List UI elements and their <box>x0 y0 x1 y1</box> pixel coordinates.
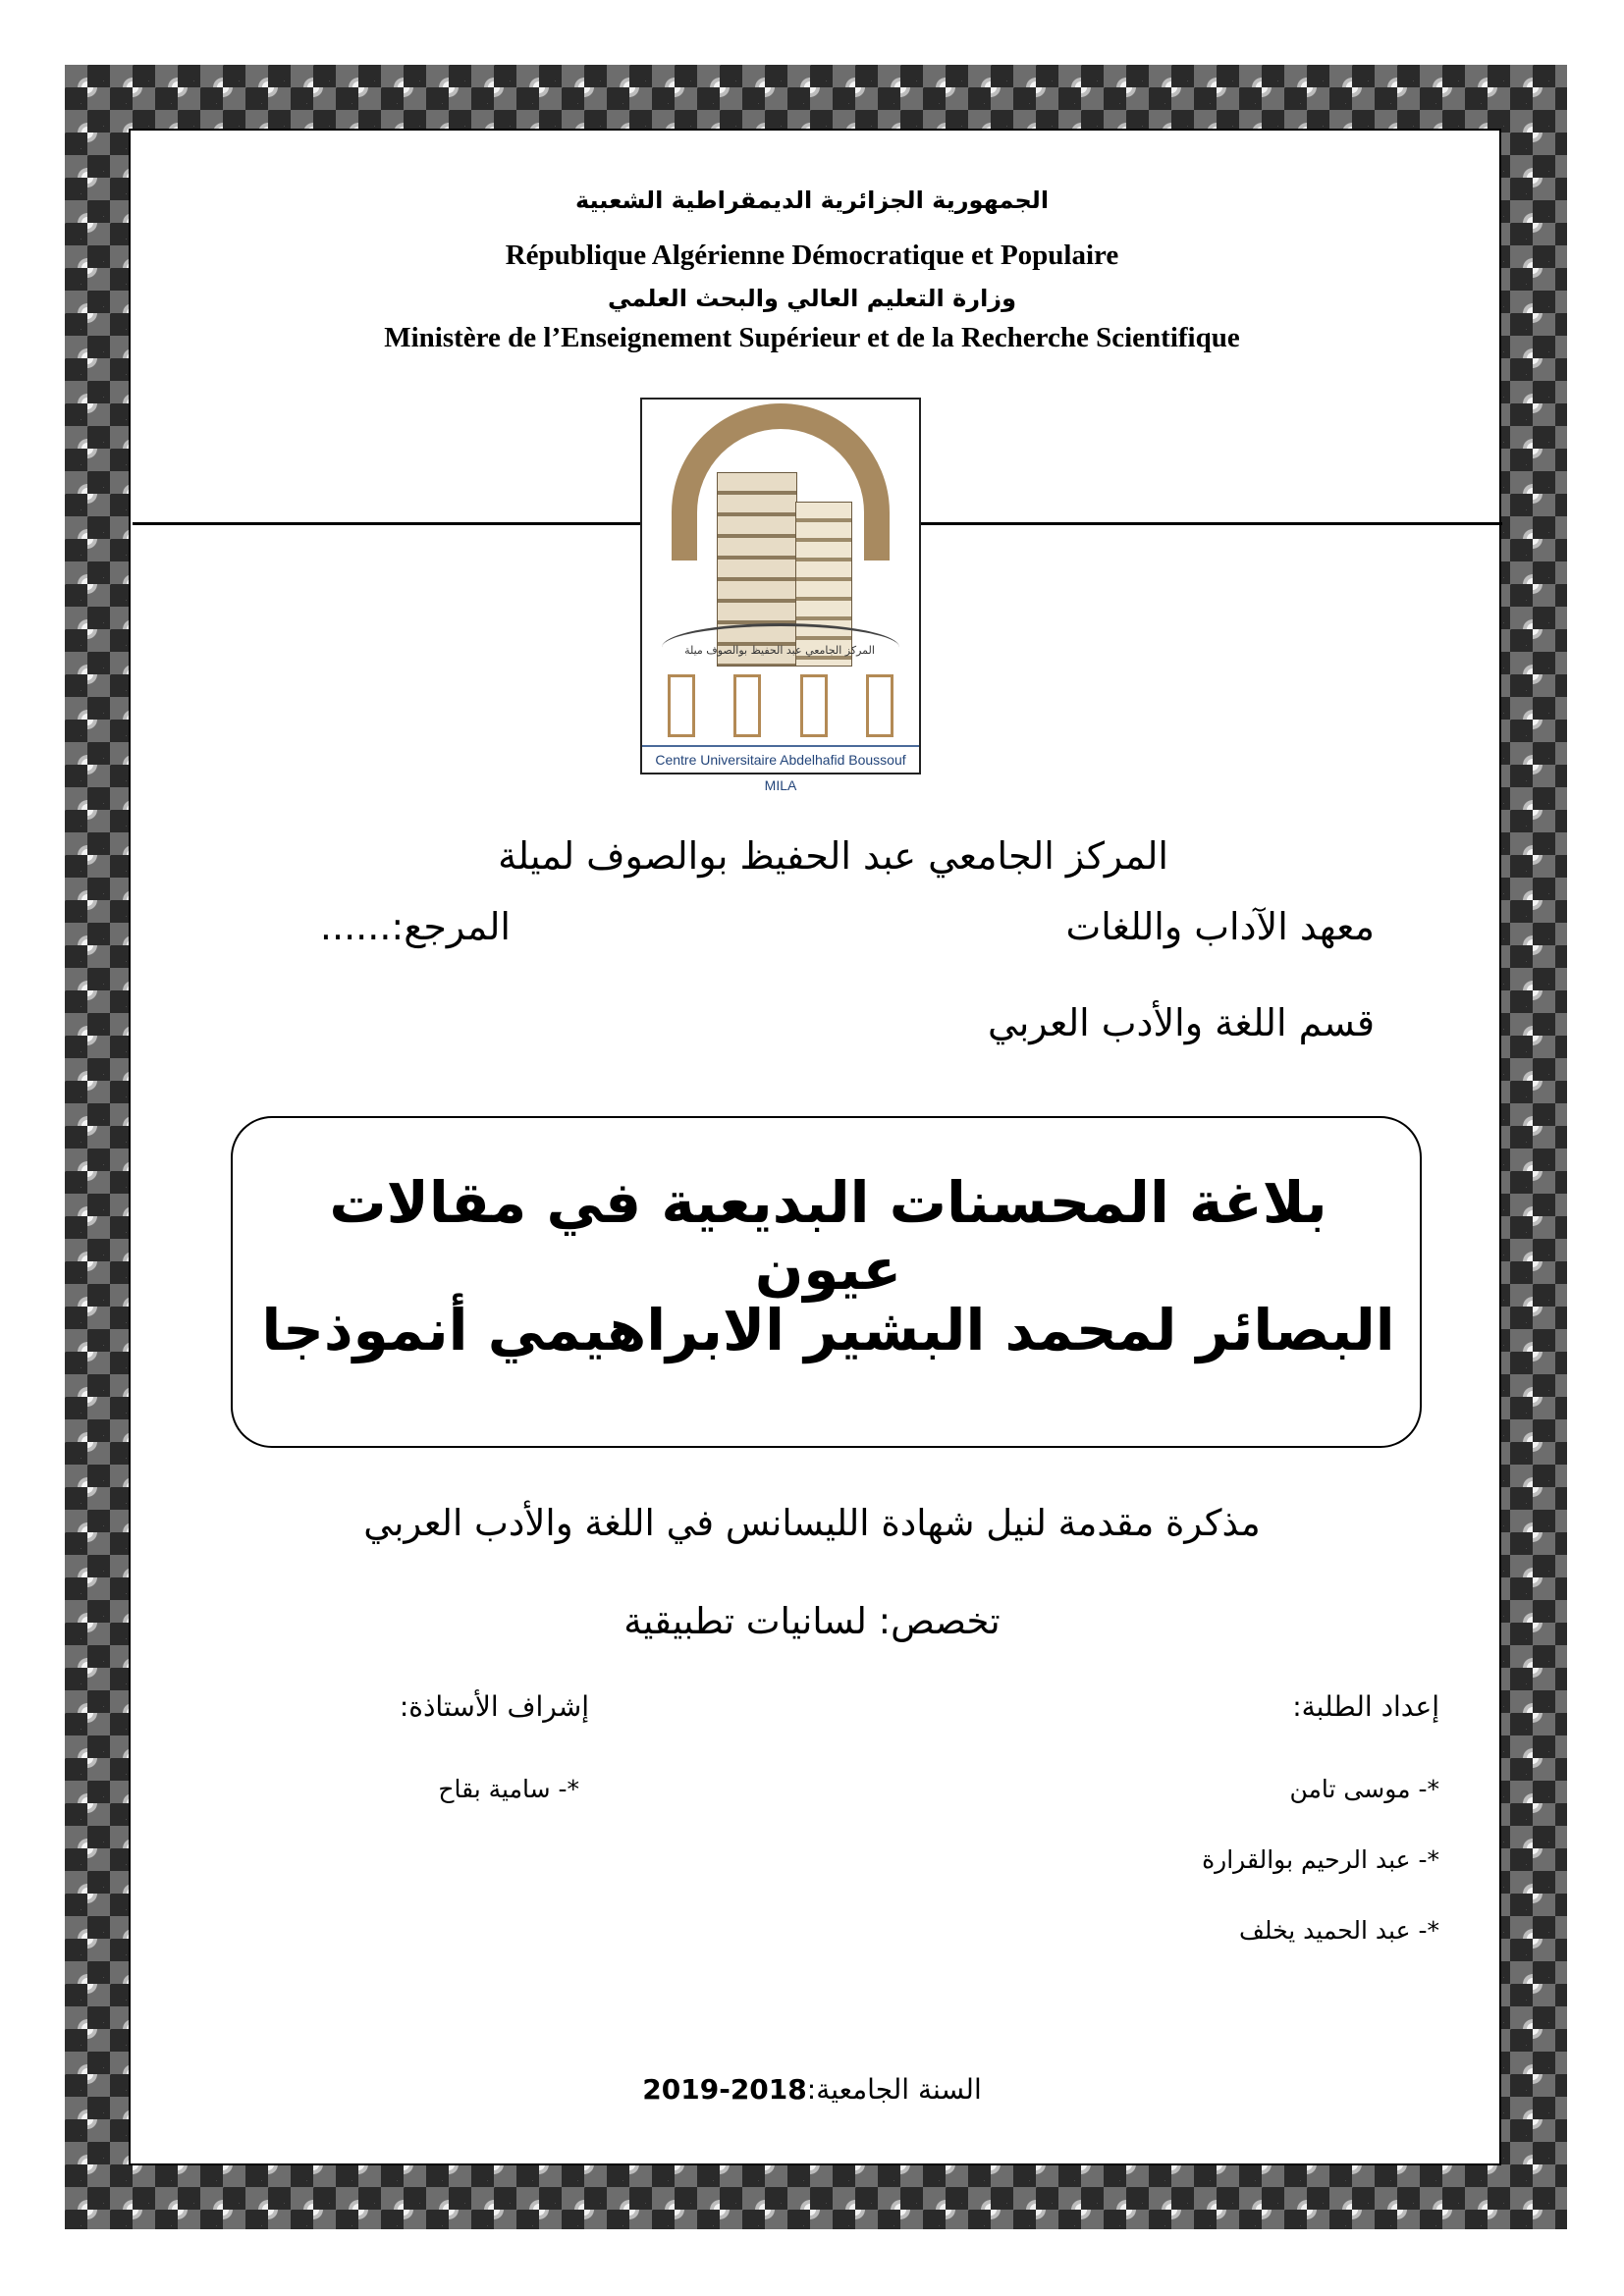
center-name: المركز الجامعي عبد الحفيظ بوالصوف لميلة <box>498 834 1168 878</box>
supervisor-heading: إشراف الأستاذة: <box>399 1690 589 1723</box>
thesis-title-box <box>231 1116 1422 1448</box>
reference-label: المرجع:...... <box>319 905 511 948</box>
student-name: *- عبد الرحيم بوالقرارة <box>1202 1845 1439 1874</box>
logo-caption: Centre Universitaire Abdelhafid Boussouf MILA <box>642 745 919 773</box>
logo-column <box>800 674 828 737</box>
logo-column <box>668 674 695 737</box>
degree-statement: مذكرة مقدمة لنيل شهادة الليسانس في اللغة والأدب العربي <box>363 1502 1261 1544</box>
rule-right <box>917 522 1502 525</box>
thesis-title-line-2: البصائر لمحمد البشير الابراهيمي أنموذجا <box>261 1297 1395 1363</box>
academic-year-label: السنة الجامعية: <box>806 2073 982 2106</box>
institute-name: معهد الآداب واللغات <box>1065 905 1375 948</box>
department-name: قسم اللغة والأدب العربي <box>988 1001 1375 1044</box>
thesis-title-line-1: بلاغة المحسنات البديعية في مقالات عيون <box>329 1169 1327 1303</box>
logo-column <box>866 674 893 737</box>
specialty-value: لسانيات تطبيقية <box>623 1600 879 1642</box>
republic-arabic: الجمهورية الجزائرية الديمقراطية الشعبية <box>574 187 1050 214</box>
academic-year <box>517 2073 1107 2106</box>
logo-columns <box>668 674 893 739</box>
specialty-label: تخصص: <box>878 1600 1001 1642</box>
specialty <box>393 1600 1231 1642</box>
logo-column <box>733 674 761 737</box>
supervisor-name: *- سامية بقاح <box>438 1775 579 1803</box>
ministry-arabic: وزارة التعليم العالي والبحث العلمي <box>607 285 1017 312</box>
rule-left <box>133 522 640 525</box>
student-name: *- موسى تامن <box>1289 1775 1439 1803</box>
student-name: *- عبد الحميد يخلف <box>1238 1916 1439 1945</box>
logo-band-text: المركز الجامعي عبد الحفيظ بوالصوف ميلة <box>684 644 875 657</box>
ministry-french: Ministère de l’Enseignement Supérieur et de la Recherche Scientifique <box>384 322 1240 353</box>
academic-year-value: 2018-2019 <box>642 2073 807 2106</box>
university-logo <box>640 398 921 793</box>
republic-french: République Algérienne Démocratique et Populaire <box>505 240 1119 271</box>
students-heading: إعداد الطلبة: <box>1292 1690 1439 1723</box>
